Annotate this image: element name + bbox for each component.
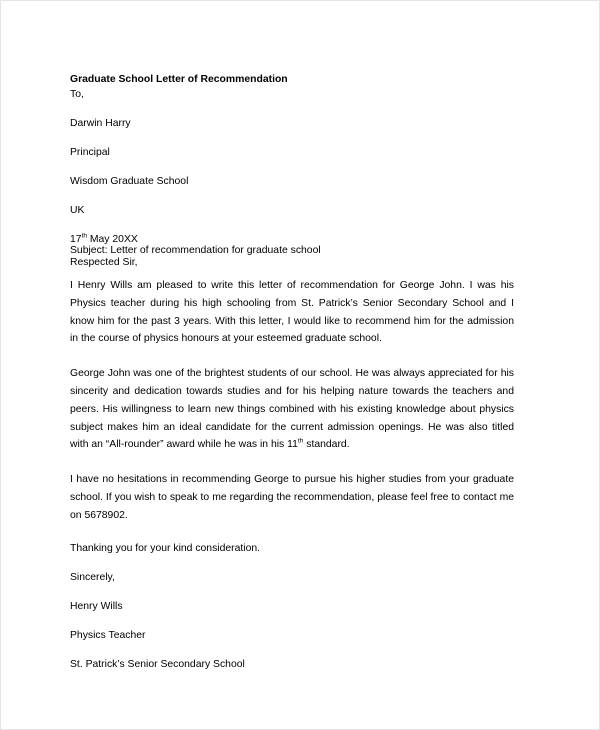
sender-name: Henry Wills — [70, 600, 123, 612]
closing-line: Sincerely, — [70, 571, 115, 583]
paragraph-3: I have no hesitations in recommending George to pursue his higher studies from your graduate school. If you wish to speak to me regarding the recommendation, please feel free to contact me on 5678902. — [70, 474, 514, 521]
salutation-to: To, — [70, 88, 84, 100]
paragraph-1: I Henry Wills am pleased to write this letter of recommendation for George John. I was his Physics teacher during his high schooling from St. Patrick’s Senior Secondary School and I know him for the past 3 years. With this letter, I would like to recommend him for the admission in the course of physics honours at your esteemed graduate school. — [70, 280, 514, 345]
letter-greeting: Respected Sir, — [70, 256, 138, 268]
date-suffix: th — [81, 232, 87, 240]
letter-body — [70, 73, 514, 673]
thanks-line: Thanking you for your kind consideration. — [70, 542, 261, 554]
recipient-title: Principal — [70, 146, 110, 158]
sender-title: Physics Teacher — [70, 629, 146, 641]
paragraph-2 — [70, 365, 514, 454]
letter-title: Graduate School Letter of Recommendation — [70, 74, 288, 85]
sender-school: St. Patrick’s Senior Secondary School — [70, 658, 245, 670]
letter-date — [70, 234, 514, 246]
recipient-school: Wisdom Graduate School — [70, 176, 189, 188]
paragraph-2-text: George John was one of the brightest students of our school. He was always appreciated for his sincerity and dedication towards studies and for his helping nature towards the teachers and peers. His willingness to learn new things combined with his existing knowledge about physics subject makes him an ideal candidate for the current admission openings. He was also titled with an “All-rounder” award while he was in his — [70, 368, 514, 451]
paragraph-2-end: standard. — [303, 439, 350, 451]
paragraph-2-grade: 11 — [287, 439, 298, 451]
recipient-country: UK — [70, 205, 85, 217]
date-day: 17 — [70, 233, 82, 245]
date-rest: May 20XX — [86, 233, 138, 245]
recipient-name: Darwin Harry — [70, 117, 131, 129]
letter-subject: Subject: Letter of recommendation for graduate school — [70, 245, 321, 257]
paragraph-2-grade-suffix: th — [297, 437, 304, 445]
